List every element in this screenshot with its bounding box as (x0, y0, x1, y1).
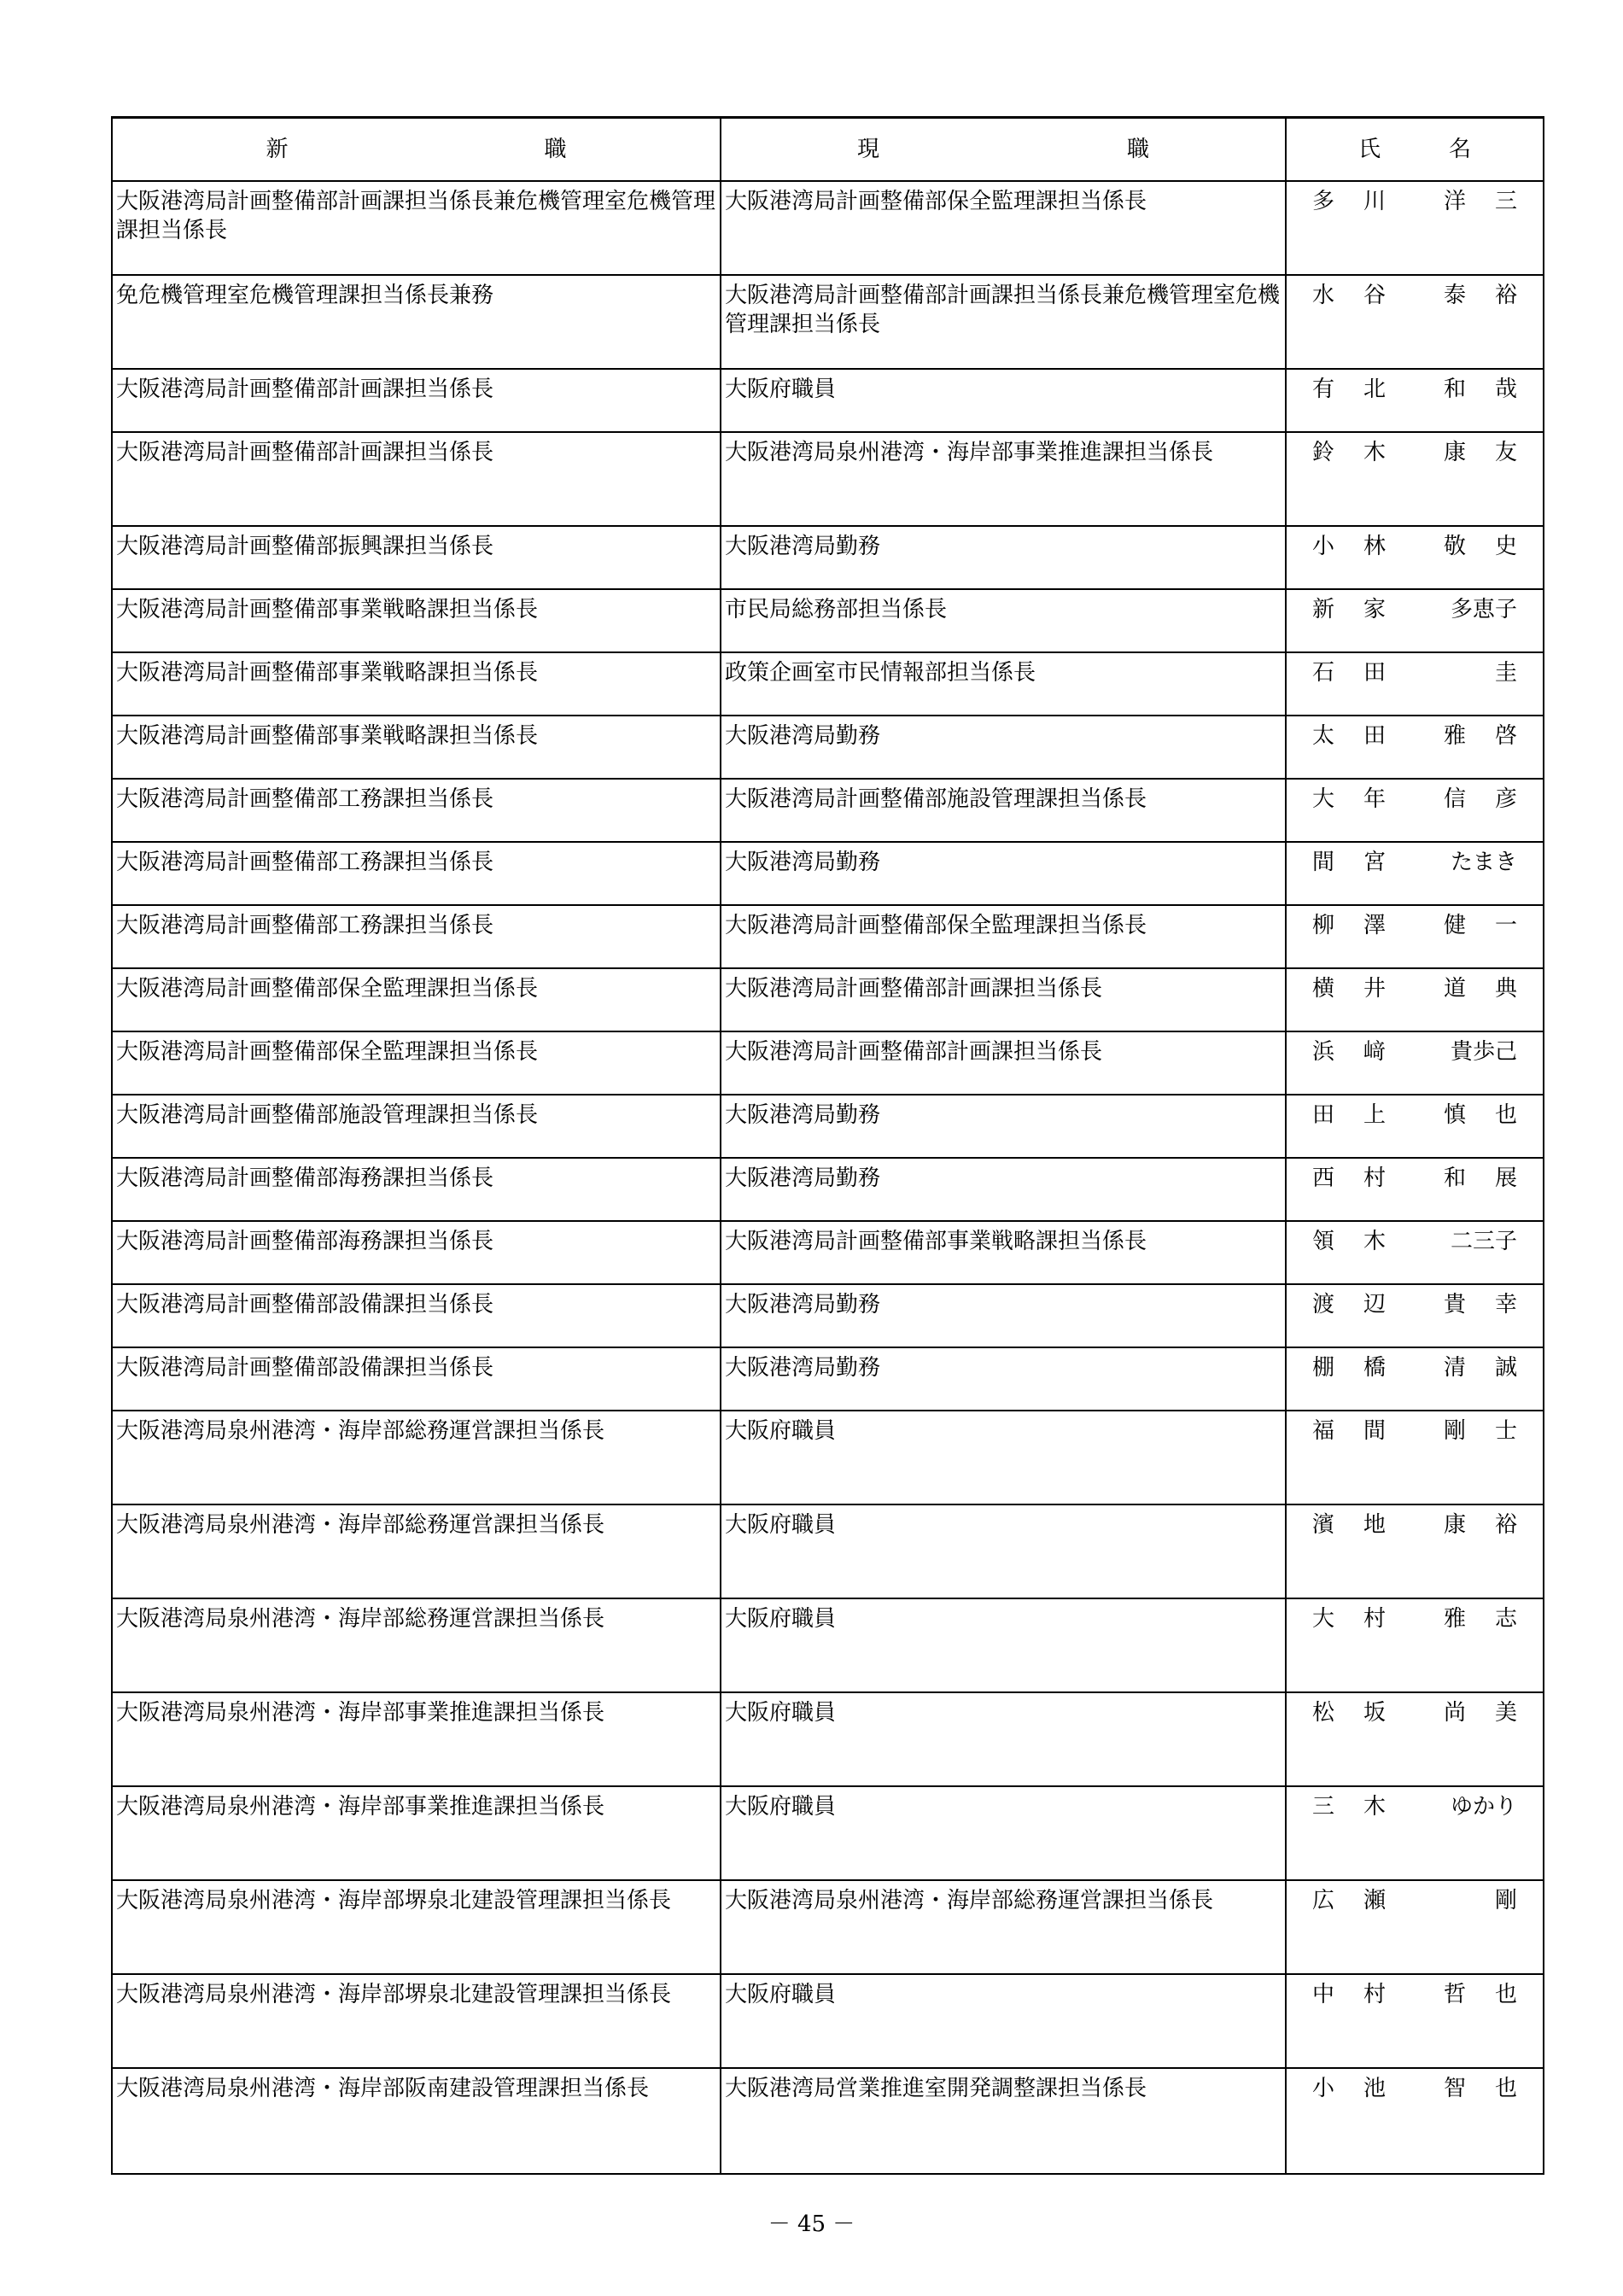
surname-char-2: 瀬 (1363, 1888, 1387, 1913)
given-name-char-1: 信 (1444, 786, 1467, 812)
surname-char-2: 間 (1363, 1418, 1387, 1444)
current-position-text: 大阪府職員 (725, 1606, 837, 1632)
person-name (1287, 1787, 1543, 1884)
table-row (112, 652, 1544, 716)
new-position-cell (112, 1411, 721, 1504)
current-position-cell (721, 779, 1286, 842)
surname-char-2: 﨑 (1363, 1039, 1387, 1065)
table-row (112, 2068, 1544, 2174)
new-position-cell (112, 1095, 721, 1158)
current-position-text: 大阪港湾局泉州港湾・海岸部総務運営課担当係長 (725, 1888, 1214, 1913)
surname-char-1: 領 (1312, 1229, 1335, 1254)
table-header-row (112, 118, 1544, 182)
current-position-cell (721, 842, 1286, 905)
person-name (1287, 653, 1543, 720)
given-name-char-2: 展 (1494, 1166, 1517, 1191)
given-name-char-1: 泰 (1444, 283, 1467, 308)
person-name (1287, 276, 1543, 373)
new-position-cell (112, 1031, 721, 1095)
surname-char-2: 上 (1363, 1102, 1387, 1128)
surname-char-2: 村 (1363, 1982, 1387, 2007)
table-row (112, 1221, 1544, 1284)
given-name-char-2: 裕 (1494, 283, 1517, 308)
person-name (1287, 1411, 1543, 1509)
person-name (1287, 1348, 1543, 1415)
header-new-char-b: 職 (544, 137, 567, 162)
new-position-cell (112, 1158, 721, 1221)
given-name-char-2: 士 (1494, 1418, 1517, 1444)
person-name (1287, 1505, 1543, 1603)
given-name-char-1: 健 (1444, 913, 1467, 938)
given-name-char-2: 彦 (1494, 786, 1517, 812)
current-position-cell (721, 716, 1286, 779)
new-position-cell (112, 716, 721, 779)
current-position-cell (721, 1347, 1286, 1411)
surname-char-2: 村 (1363, 1166, 1387, 1191)
given-name: ゆかり (1450, 1794, 1517, 1820)
header-name-char-a: 氏 (1357, 137, 1381, 162)
current-position-cell (721, 369, 1286, 432)
current-position-text: 大阪府職員 (725, 1418, 837, 1444)
current-position-text: 大阪港湾局勤務 (725, 850, 881, 875)
new-position-text: 大阪港湾局計画整備部事業戦略課担当係長 (116, 723, 539, 749)
new-position-text: 大阪港湾局泉州港湾・海岸部事業推進課担当係長 (116, 1794, 605, 1820)
given-name-char-2: 哉 (1494, 377, 1517, 402)
surname-char-1: 三 (1312, 1794, 1335, 1820)
current-position-text: 大阪港湾局勤務 (725, 534, 881, 559)
given-name-char-2: 誠 (1494, 1355, 1517, 1381)
name-cell (1286, 652, 1544, 716)
person-name (1287, 1975, 1543, 2072)
surname-char-2: 北 (1363, 377, 1387, 402)
name-cell (1286, 1158, 1544, 1221)
surname-char-1: 渡 (1312, 1292, 1335, 1317)
current-position-text: 大阪府職員 (725, 1700, 837, 1726)
current-position-text: 大阪港湾局勤務 (725, 723, 881, 749)
new-position-cell (112, 2068, 721, 2174)
given-name-char-2: 也 (1494, 1102, 1517, 1128)
new-position-cell (112, 526, 721, 589)
current-position-cell (721, 1095, 1286, 1158)
surname-char-2: 橋 (1363, 1355, 1387, 1381)
current-position-text: 大阪港湾局計画整備部施設管理課担当係長 (725, 786, 1147, 812)
new-position-text: 大阪港湾局計画整備部工務課担当係長 (116, 786, 494, 812)
current-position-cell (721, 2068, 1286, 2174)
given-name-char-1: 康 (1444, 1512, 1467, 1538)
given-name: 多恵子 (1450, 597, 1517, 622)
surname-char-1: 濱 (1312, 1512, 1335, 1538)
surname-char-2: 村 (1363, 1606, 1387, 1632)
surname-char-1: 松 (1312, 1700, 1335, 1726)
name-cell (1286, 369, 1544, 432)
current-position-cell (721, 905, 1286, 968)
surname-char-1: 浜 (1312, 1039, 1335, 1065)
person-name (1287, 906, 1543, 973)
given-name-char-1: 剛 (1444, 1418, 1467, 1444)
new-position-cell (112, 1880, 721, 1974)
current-position-text: 大阪港湾局営業推進室開発調整課担当係長 (725, 2076, 1147, 2101)
surname-char-1: 柳 (1312, 913, 1335, 938)
surname-char-2: 川 (1363, 189, 1387, 214)
given-name-char-2: 裕 (1494, 1512, 1517, 1538)
surname-char-1: 中 (1312, 1982, 1335, 2007)
surname-char-2: 宮 (1363, 850, 1387, 875)
page-number: － 45 － (768, 2211, 855, 2237)
surname-char-2: 辺 (1363, 1292, 1387, 1317)
name-cell (1286, 589, 1544, 652)
surname-char-2: 坂 (1363, 1700, 1387, 1726)
current-position-cell (721, 1974, 1286, 2068)
new-position-cell (112, 652, 721, 716)
surname-char-2: 谷 (1363, 283, 1387, 308)
current-position-text: 大阪府職員 (725, 377, 837, 402)
table-row (112, 275, 1544, 369)
current-position-text: 大阪港湾局計画整備部計画課担当係長 (725, 1039, 1103, 1065)
current-position-cell (721, 1031, 1286, 1095)
surname-char-1: 間 (1312, 850, 1335, 875)
new-position-text: 大阪港湾局泉州港湾・海岸部総務運営課担当係長 (116, 1512, 605, 1538)
new-position-cell (112, 1284, 721, 1347)
current-position-text: 大阪港湾局勤務 (725, 1102, 881, 1128)
name-cell (1286, 1221, 1544, 1284)
name-cell (1286, 1880, 1544, 1974)
new-position-cell (112, 779, 721, 842)
person-name (1287, 1693, 1543, 1791)
surname-char-1: 田 (1312, 1102, 1335, 1128)
given-name-char-2: 典 (1494, 976, 1517, 1002)
person-name (1287, 370, 1543, 436)
header-name (1286, 118, 1544, 182)
current-position-text: 大阪港湾局泉州港湾・海岸部事業推進課担当係長 (725, 440, 1214, 465)
given-name-char-2: 一 (1494, 913, 1517, 938)
new-position-cell (112, 1221, 721, 1284)
new-position-cell (112, 369, 721, 432)
person-name (1287, 527, 1543, 593)
person-name (1287, 433, 1543, 530)
header-current-char-a: 現 (856, 137, 879, 162)
surname-char-2: 田 (1363, 723, 1387, 749)
new-position-text: 大阪港湾局計画整備部海務課担当係長 (116, 1229, 494, 1254)
name-cell (1286, 1031, 1544, 1095)
person-name (1287, 1285, 1543, 1352)
surname-char-1: 横 (1312, 976, 1335, 1002)
table-row (112, 432, 1544, 526)
current-position-text: 大阪港湾局計画整備部保全監理課担当係長 (725, 913, 1147, 938)
current-position-cell (721, 1692, 1286, 1786)
new-position-text: 大阪港湾局計画整備部事業戦略課担当係長 (116, 597, 539, 622)
current-position-text: 大阪港湾局勤務 (725, 1355, 881, 1381)
table-body (112, 181, 1544, 2174)
table-row (112, 1786, 1544, 1880)
table-row (112, 1598, 1544, 1692)
new-position-text: 大阪港湾局計画整備部設備課担当係長 (116, 1355, 494, 1381)
name-cell (1286, 1974, 1544, 2068)
new-position-text: 大阪港湾局計画整備部計画課担当係長 (116, 440, 494, 465)
name-cell (1286, 1504, 1544, 1598)
current-position-text: 大阪港湾局計画整備部計画課担当係長 (725, 976, 1103, 1002)
current-position-text: 大阪府職員 (725, 1982, 837, 2007)
person-name (1287, 843, 1543, 909)
table-row (112, 1347, 1544, 1411)
surname-char-2: 木 (1363, 1229, 1387, 1254)
name-cell (1286, 1692, 1544, 1786)
new-position-text: 大阪港湾局計画整備部計画課担当係長 (116, 377, 494, 402)
table-row (112, 842, 1544, 905)
current-position-text: 大阪港湾局計画整備部計画課担当係長兼危機管理室危機管理課担当係長 (725, 283, 1281, 337)
new-position-cell (112, 905, 721, 968)
new-position-text: 大阪港湾局泉州港湾・海岸部堺泉北建設管理課担当係長 (116, 1982, 672, 2007)
new-position-text: 大阪港湾局泉州港湾・海岸部総務運営課担当係長 (116, 1606, 605, 1632)
name-cell (1286, 526, 1544, 589)
table-row (112, 779, 1544, 842)
name-cell (1286, 1411, 1544, 1504)
new-position-text: 大阪港湾局計画整備部保全監理課担当係長 (116, 976, 539, 1002)
surname-char-1: 西 (1312, 1166, 1335, 1191)
given-name-char-2: 啓 (1494, 723, 1517, 749)
current-position-cell (721, 1158, 1286, 1221)
name-cell (1286, 181, 1544, 275)
surname-char-1: 多 (1312, 189, 1335, 214)
current-position-cell (721, 1880, 1286, 1974)
person-name (1287, 1222, 1543, 1288)
name-cell (1286, 779, 1544, 842)
person-name (1287, 2069, 1543, 2178)
given-name-char-2: 幸 (1494, 1292, 1517, 1317)
new-position-text: 大阪港湾局泉州港湾・海岸部事業推進課担当係長 (116, 1700, 605, 1726)
name-cell (1286, 716, 1544, 779)
surname-char-1: 大 (1312, 786, 1335, 812)
given-name: 貴歩己 (1450, 1039, 1517, 1065)
given-name-char-1: 哲 (1444, 1982, 1467, 2007)
person-name (1287, 1032, 1543, 1099)
new-position-text: 大阪港湾局計画整備部施設管理課担当係長 (116, 1102, 539, 1128)
person-name (1287, 1599, 1543, 1697)
given-name-char-2: 也 (1494, 2076, 1517, 2101)
surname-char-2: 田 (1363, 660, 1387, 686)
new-position-cell (112, 1692, 721, 1786)
name-cell (1286, 1786, 1544, 1880)
table-row (112, 1974, 1544, 2068)
table-row (112, 1880, 1544, 1974)
current-position-cell (721, 1504, 1286, 1598)
new-position-text: 大阪港湾局計画整備部設備課担当係長 (116, 1292, 494, 1317)
new-position-text: 大阪港湾局泉州港湾・海岸部堺泉北建設管理課担当係長 (116, 1888, 672, 1913)
table-row (112, 1095, 1544, 1158)
surname-char-1: 棚 (1312, 1355, 1335, 1381)
given-name-char-1: 尚 (1444, 1700, 1467, 1726)
surname-char-2: 地 (1363, 1512, 1387, 1538)
new-position-cell (112, 1598, 721, 1692)
surname-char-2: 家 (1363, 597, 1387, 622)
surname-char-2: 木 (1363, 1794, 1387, 1820)
name-cell (1286, 1284, 1544, 1347)
given-name-char-1: 雅 (1444, 1606, 1467, 1632)
surname-char-2: 年 (1363, 786, 1387, 812)
name-cell (1286, 2068, 1544, 2174)
given-name-char-2: 志 (1494, 1606, 1517, 1632)
given-name-char-1: 雅 (1444, 723, 1467, 749)
new-position-text: 大阪港湾局泉州港湾・海岸部阪南建設管理課担当係長 (116, 2076, 650, 2101)
current-position-text: 政策企画室市民情報部担当係長 (725, 660, 1036, 686)
header-name-char-b: 名 (1449, 137, 1472, 162)
name-cell (1286, 905, 1544, 968)
table-row (112, 1504, 1544, 1598)
surname-char-1: 有 (1312, 377, 1335, 402)
personnel-table (111, 116, 1544, 2175)
new-position-cell (112, 181, 721, 275)
header-new-char-a: 新 (266, 137, 289, 162)
current-position-cell (721, 968, 1286, 1031)
current-position-text: 市民局総務部担当係長 (725, 597, 948, 622)
table-row (112, 526, 1544, 589)
new-position-text: 免危機管理室危機管理課担当係長兼務 (116, 283, 494, 308)
new-position-text: 大阪港湾局計画整備部工務課担当係長 (116, 913, 494, 938)
current-position-text: 大阪府職員 (725, 1512, 837, 1538)
surname-char-2: 林 (1363, 534, 1387, 559)
current-position-cell (721, 589, 1286, 652)
person-name (1287, 590, 1543, 657)
current-position-cell (721, 1598, 1286, 1692)
given-name-char-2: 剛 (1494, 1888, 1517, 1913)
table-row (112, 1284, 1544, 1347)
given-name-char-1: 敬 (1444, 534, 1467, 559)
table-row (112, 589, 1544, 652)
given-name-char-2: 三 (1494, 189, 1517, 214)
current-position-cell (721, 181, 1286, 275)
person-name (1287, 182, 1543, 279)
new-position-cell (112, 968, 721, 1031)
new-position-text: 大阪港湾局計画整備部事業戦略課担当係長 (116, 660, 539, 686)
new-position-cell (112, 1504, 721, 1598)
person-name (1287, 780, 1543, 846)
header-current-position (721, 118, 1286, 182)
current-position-cell (721, 432, 1286, 526)
person-name (1287, 1159, 1543, 1225)
name-cell (1286, 1095, 1544, 1158)
current-position-text: 大阪府職員 (725, 1794, 837, 1820)
new-position-text: 大阪港湾局泉州港湾・海岸部総務運営課担当係長 (116, 1418, 605, 1444)
table-row (112, 968, 1544, 1031)
person-name (1287, 969, 1543, 1036)
new-position-text: 大阪港湾局計画整備部振興課担当係長 (116, 534, 494, 559)
surname-char-2: 木 (1363, 440, 1387, 465)
surname-char-2: 池 (1363, 2076, 1387, 2101)
given-name-char-1: 道 (1444, 976, 1467, 1002)
given-name-char-1: 和 (1444, 1166, 1467, 1191)
current-position-cell (721, 1284, 1286, 1347)
current-position-cell (721, 652, 1286, 716)
new-position-cell (112, 275, 721, 369)
table-row (112, 905, 1544, 968)
table-row (112, 1031, 1544, 1095)
table-row (112, 1692, 1544, 1786)
table-row (112, 716, 1544, 779)
new-position-text: 大阪港湾局計画整備部工務課担当係長 (116, 850, 494, 875)
table-row (112, 369, 1544, 432)
current-position-text: 大阪港湾局勤務 (725, 1166, 881, 1191)
given-name-char-2: 也 (1494, 1982, 1517, 2007)
surname-char-1: 新 (1312, 597, 1335, 622)
given-name-char-2: 史 (1494, 534, 1517, 559)
person-name (1287, 716, 1543, 783)
current-position-cell (721, 1221, 1286, 1284)
surname-char-1: 石 (1312, 660, 1335, 686)
new-position-cell (112, 842, 721, 905)
name-cell (1286, 968, 1544, 1031)
given-name: 二三子 (1450, 1229, 1517, 1254)
surname-char-1: 大 (1312, 1606, 1335, 1632)
given-name-char-1: 貴 (1444, 1292, 1467, 1317)
table-row (112, 1158, 1544, 1221)
current-position-text: 大阪港湾局勤務 (725, 1292, 881, 1317)
name-cell (1286, 842, 1544, 905)
given-name-char-1: 智 (1444, 2076, 1467, 2101)
given-name-char-2: 美 (1494, 1700, 1517, 1726)
current-position-cell (721, 1786, 1286, 1880)
name-cell (1286, 432, 1544, 526)
surname-char-1: 太 (1312, 723, 1335, 749)
new-position-cell (112, 1786, 721, 1880)
given-name-char-1: 和 (1444, 377, 1467, 402)
current-position-cell (721, 1411, 1286, 1504)
current-position-text: 大阪港湾局計画整備部保全監理課担当係長 (725, 189, 1147, 214)
name-cell (1286, 1598, 1544, 1692)
table-row (112, 181, 1544, 275)
surname-char-1: 広 (1312, 1888, 1335, 1913)
person-name (1287, 1095, 1543, 1162)
given-name-char-1: 慎 (1444, 1102, 1467, 1128)
surname-char-1: 福 (1312, 1418, 1335, 1444)
new-position-cell (112, 432, 721, 526)
new-position-cell (112, 1347, 721, 1411)
new-position-cell (112, 589, 721, 652)
new-position-text: 大阪港湾局計画整備部海務課担当係長 (116, 1166, 494, 1191)
surname-char-1: 小 (1312, 2076, 1335, 2101)
given-name-char-2: 圭 (1494, 660, 1517, 686)
given-name-char-1: 康 (1444, 440, 1467, 465)
new-position-text: 大阪港湾局計画整備部計画課担当係長兼危機管理室危機管理課担当係長 (116, 189, 716, 243)
surname-char-2: 澤 (1363, 913, 1387, 938)
given-name-char-2: 友 (1494, 440, 1517, 465)
table-row (112, 1411, 1544, 1504)
header-new-position (112, 118, 721, 182)
given-name-char-1: 清 (1444, 1355, 1467, 1381)
surname-char-1: 水 (1312, 283, 1335, 308)
name-cell (1286, 1347, 1544, 1411)
header-current-char-b: 職 (1127, 137, 1150, 162)
current-position-cell (721, 526, 1286, 589)
current-position-cell (721, 275, 1286, 369)
surname-char-1: 小 (1312, 534, 1335, 559)
surname-char-2: 井 (1363, 976, 1387, 1002)
surname-char-1: 鈴 (1312, 440, 1335, 465)
given-name: たまき (1450, 850, 1517, 875)
person-name (1287, 1881, 1543, 1978)
new-position-cell (112, 1974, 721, 2068)
new-position-text: 大阪港湾局計画整備部保全監理課担当係長 (116, 1039, 539, 1065)
name-cell (1286, 275, 1544, 369)
current-position-text: 大阪港湾局計画整備部事業戦略課担当係長 (725, 1229, 1147, 1254)
given-name-char-1: 洋 (1444, 189, 1467, 214)
